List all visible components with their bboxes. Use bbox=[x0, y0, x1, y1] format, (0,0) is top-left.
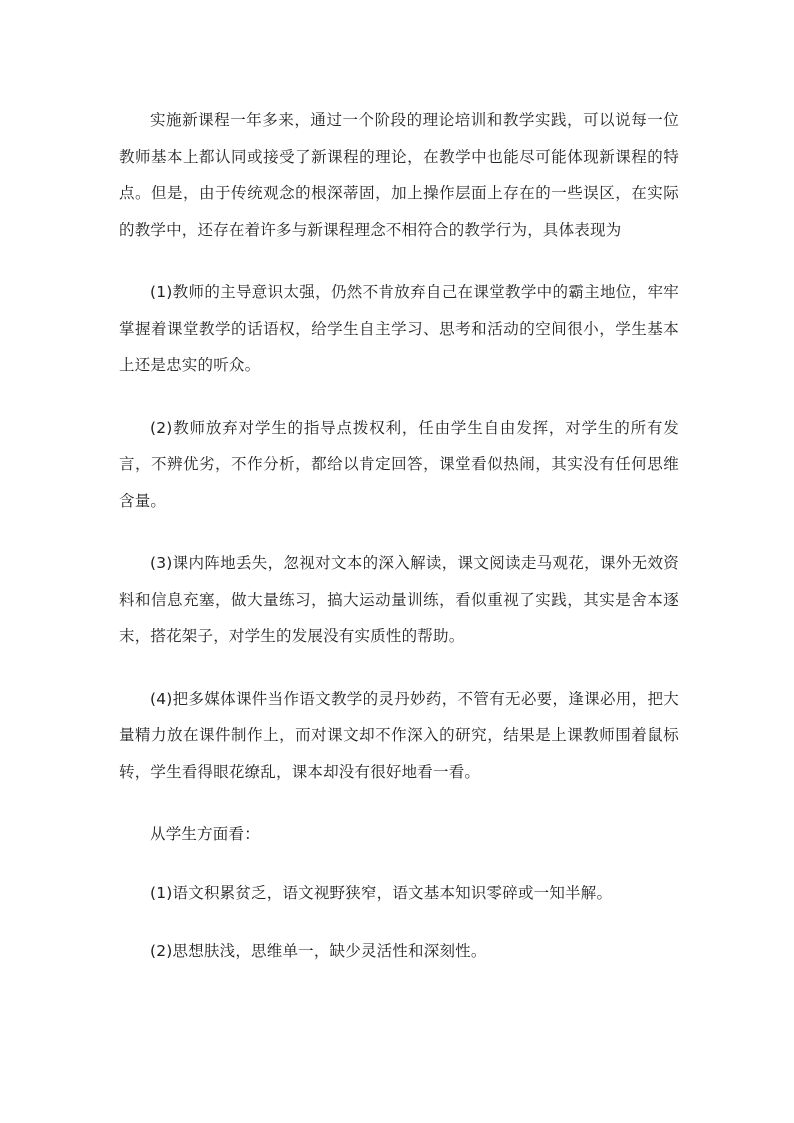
teacher-issue-2: (2)教师放弃对学生的指导点拨权利，任由学生自由发挥，对学生的所有发言，不辨优劣，不作分析，都给以肯定回答，课堂看似热闹，其实没有任何思维含量。 bbox=[119, 418, 679, 510]
document-body bbox=[119, 102, 679, 992]
teacher-issue-4: (4)把多媒体课件当作语文教学的灵丹妙药，不管有无必要，逢课必用，把大量精力放在课件制作上，而对课文却不作深入的研究，结果是上课教师围着鼠标转，学生看得眼花缭乱，课本却没有很好地看一看。 bbox=[119, 689, 679, 781]
teacher-issue-1: (1)教师的主导意识太强，仍然不肯放弃自己在课堂教学中的霸主地位，牢牢掌握着课堂教学的话语权，给学生自主学习、思考和活动的空间很小，学生基本上还是忠实的听众。 bbox=[119, 283, 679, 374]
student-issue-2: (2)思想肤浅，思维单一，缺少灵活性和深刻性。 bbox=[150, 942, 487, 960]
student-issue-1: (1)语文积累贫乏，语文视野狭窄，语文基本知识零碎或一知半解。 bbox=[150, 883, 613, 902]
teacher-issue-3: (3)课内阵地丢失，忽视对文本的深入解读，课文阅读走马观花，课外无效资料和信息充塞，做大量练习，搞大运动量训练，看似重视了实践，其实是舍本逐末，搭花架子，对学生的发展没有实质性的帮助。 bbox=[119, 554, 679, 645]
intro-paragraph: 实施新课程一年多来，通过一个阶段的理论培训和教学实践，可以说每一位教师基本上都认同或接受了新课程的理论，在教学中也能尽可能体现新课程的特点。但是，由于传统观念的根深蒂固，加上操作层面上存在的一些误区，在实际的教学中，还存在着许多与新课程理念不相符合的教学行为，具体表现为 bbox=[119, 111, 679, 239]
student-section-heading: 从学生方面看： bbox=[150, 825, 260, 843]
